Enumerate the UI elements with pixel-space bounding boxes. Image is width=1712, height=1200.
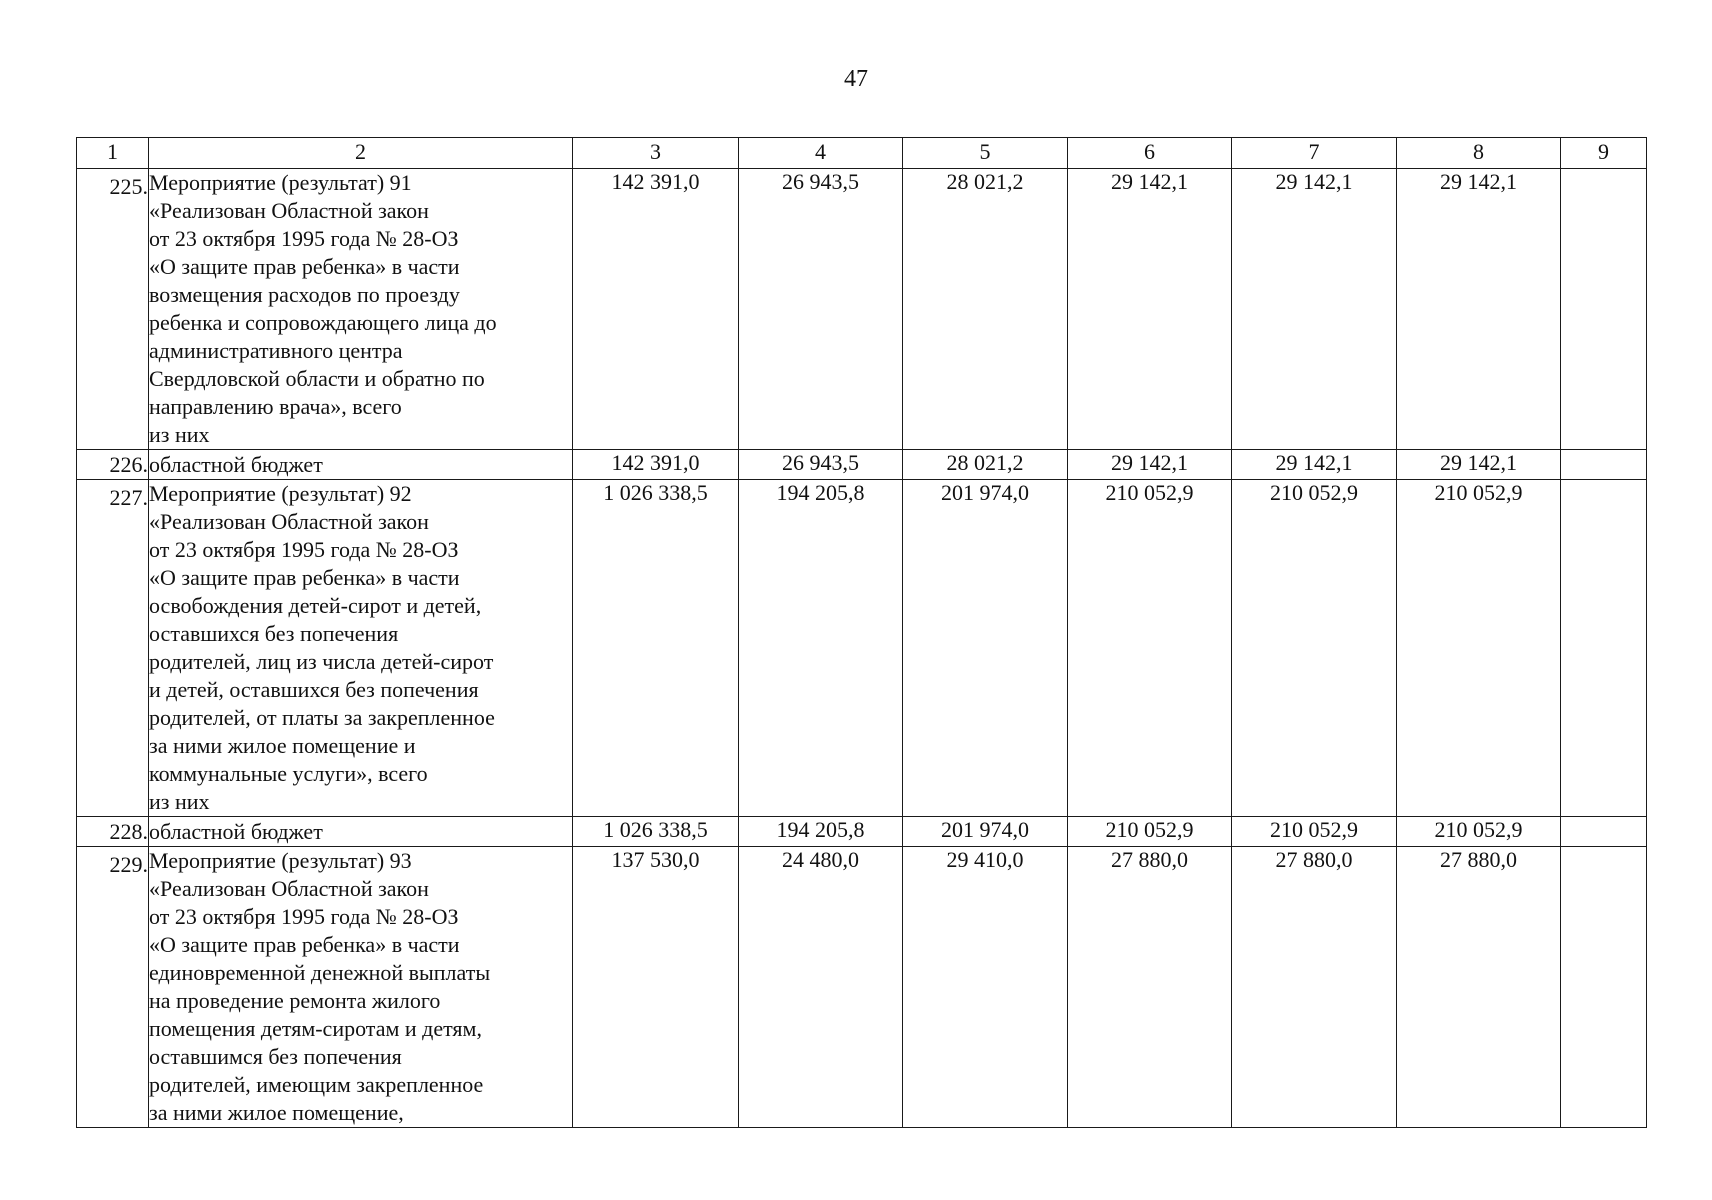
description-line: «О защите прав ребенка» в части: [149, 932, 460, 957]
row-description: [149, 817, 573, 847]
description-line: на проведение ремонта жилого: [149, 988, 441, 1013]
description-line: административного центра: [149, 338, 403, 363]
value-cell: [1232, 480, 1397, 817]
value-cell: [903, 450, 1068, 480]
header-cell: 7: [1232, 138, 1397, 169]
description-line: ребенка и сопровождающего лица до: [149, 310, 497, 335]
value-cell: [1232, 847, 1397, 1128]
value-cell: [1397, 817, 1561, 847]
value-text: 194 205,8: [776, 480, 865, 505]
description-line: Мероприятие (результат) 92: [149, 481, 412, 506]
header-cell: 8: [1397, 138, 1561, 169]
value-cell: [903, 480, 1068, 817]
page-number: 47: [844, 66, 868, 92]
description-line: родителей, лиц из числа детей-сирот: [149, 649, 494, 674]
value-text: 27 880,0: [1275, 847, 1353, 872]
value-text: 210 052,9: [1105, 817, 1194, 842]
table-row: [77, 847, 1647, 1128]
description-line: родителей, от платы за закрепленное: [149, 705, 495, 730]
value-cell: [573, 847, 739, 1128]
description-line: за ними жилое помещение и: [149, 733, 416, 758]
value-cell: [1068, 480, 1232, 817]
header-cell: 4: [739, 138, 903, 169]
value-text: 29 410,0: [946, 847, 1024, 872]
value-text: 201 974,0: [941, 480, 1029, 505]
table-row: [77, 450, 1647, 480]
header-cell: 1: [77, 138, 149, 169]
header-cell: 5: [903, 138, 1068, 169]
description-line: оставшимся без попечения: [149, 1044, 402, 1069]
budget-table: [76, 137, 1647, 1128]
value-cell: [1232, 450, 1397, 480]
table-body: [77, 169, 1647, 1128]
value-cell: [739, 817, 903, 847]
value-text: 210 052,9: [1270, 817, 1358, 842]
value-text: 1 026 338,5: [603, 817, 708, 842]
table-header-row: [77, 138, 1647, 169]
value-cell: [1561, 450, 1647, 480]
row-description: [149, 450, 573, 480]
value-text: 210 052,9: [1105, 480, 1194, 505]
value-cell: [903, 169, 1068, 450]
value-cell: [1232, 817, 1397, 847]
value-cell: [739, 480, 903, 817]
description-line: от 23 октября 1995 года № 28-ОЗ: [149, 537, 459, 562]
value-text: 1 026 338,5: [603, 480, 708, 505]
value-cell: [1397, 450, 1561, 480]
value-cell: [1561, 847, 1647, 1128]
value-cell: [739, 450, 903, 480]
value-cell: [1561, 480, 1647, 817]
value-text: 28 021,2: [946, 450, 1024, 475]
header-cell: 2: [149, 138, 573, 169]
table-row: [77, 169, 1647, 450]
value-cell: [1561, 169, 1647, 450]
description-line: «Реализован Областной закон: [149, 509, 429, 534]
description-line: единовременной денежной выплаты: [149, 960, 491, 985]
row-description: [149, 169, 573, 450]
value-text: 28 021,2: [946, 169, 1024, 194]
description-line: и детей, оставшихся без попечения: [149, 677, 479, 702]
row-description: [149, 480, 573, 817]
value-text: 210 052,9: [1434, 480, 1523, 505]
description-line: областной бюджет: [149, 452, 323, 477]
description-line: «О защите прав ребенка» в части: [149, 254, 460, 279]
value-text: 29 142,1: [1111, 450, 1188, 475]
value-text: 27 880,0: [1440, 847, 1517, 872]
value-cell: [903, 817, 1068, 847]
value-cell: [1397, 847, 1561, 1128]
value-cell: [1068, 169, 1232, 450]
description-line: за ними жилое помещение,: [149, 1100, 404, 1125]
value-cell: [739, 847, 903, 1128]
description-line: «Реализован Областной закон: [149, 876, 429, 901]
description-line: областной бюджет: [149, 819, 323, 844]
value-text: 29 142,1: [1111, 169, 1188, 194]
value-text: 142 391,0: [611, 450, 700, 475]
row-number: 229.: [77, 847, 149, 1128]
value-text: 26 943,5: [782, 169, 859, 194]
value-cell: [1068, 817, 1232, 847]
description-line: «Реализован Областной закон: [149, 198, 429, 223]
description-line: из них: [149, 789, 210, 814]
value-cell: [903, 847, 1068, 1128]
description-line: от 23 октября 1995 года № 28-ОЗ: [149, 226, 459, 251]
table-row: [77, 480, 1647, 817]
description-line: Мероприятие (результат) 93: [149, 848, 412, 873]
description-line: Мероприятие (результат) 91: [149, 170, 412, 195]
value-cell: [1561, 817, 1647, 847]
description-line: Свердловской области и обратно по: [149, 366, 485, 391]
description-line: «О защите прав ребенка» в части: [149, 565, 460, 590]
value-text: 194 205,8: [776, 817, 865, 842]
value-text: 24 480,0: [782, 847, 859, 872]
description-line: родителей, имеющим закрепленное: [149, 1072, 484, 1097]
value-cell: [573, 817, 739, 847]
value-cell: [1397, 169, 1561, 450]
value-cell: [1068, 847, 1232, 1128]
description-line: направлению врача», всего: [149, 394, 402, 419]
value-cell: [573, 480, 739, 817]
row-number: 226.: [77, 450, 149, 480]
value-text: 29 142,1: [1275, 450, 1353, 475]
row-number: 228.: [77, 817, 149, 847]
value-cell: [1068, 450, 1232, 480]
value-text: 210 052,9: [1434, 817, 1523, 842]
description-line: из них: [149, 422, 210, 447]
value-text: 210 052,9: [1270, 480, 1358, 505]
header-cell: 6: [1068, 138, 1232, 169]
value-text: 29 142,1: [1275, 169, 1353, 194]
description-line: освобождения детей-сирот и детей,: [149, 593, 482, 618]
description-line: возмещения расходов по проезду: [149, 282, 460, 307]
value-text: 137 530,0: [611, 847, 700, 872]
row-number: 227.: [77, 480, 149, 817]
value-text: 142 391,0: [611, 169, 700, 194]
value-text: 29 142,1: [1440, 450, 1517, 475]
description-line: коммунальные услуги», всего: [149, 761, 428, 786]
value-text: 29 142,1: [1440, 169, 1517, 194]
value-text: 201 974,0: [941, 817, 1029, 842]
header-cell: 3: [573, 138, 739, 169]
value-cell: [739, 169, 903, 450]
value-cell: [573, 450, 739, 480]
row-description: [149, 847, 573, 1128]
value-cell: [1232, 169, 1397, 450]
value-cell: [1397, 480, 1561, 817]
value-cell: [573, 169, 739, 450]
table-row: [77, 817, 1647, 847]
value-text: 27 880,0: [1111, 847, 1188, 872]
description-line: оставшихся без попечения: [149, 621, 399, 646]
description-line: от 23 октября 1995 года № 28-ОЗ: [149, 904, 459, 929]
value-text: 26 943,5: [782, 450, 859, 475]
row-number: 225.: [77, 169, 149, 450]
description-line: помещения детям-сиротам и детям,: [149, 1016, 482, 1041]
header-cell: 9: [1561, 138, 1647, 169]
